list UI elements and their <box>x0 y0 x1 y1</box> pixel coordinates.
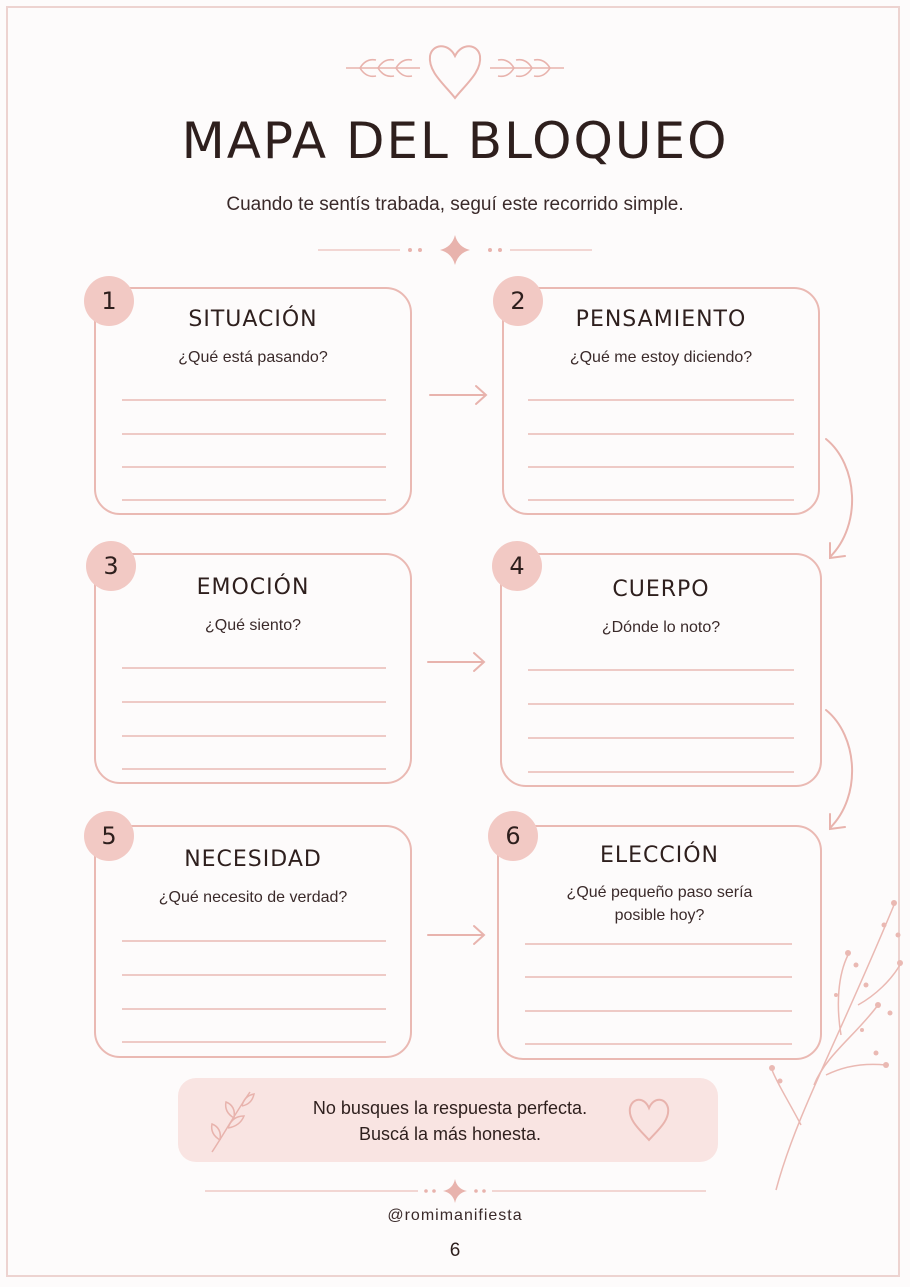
step-question: ¿Qué necesito de verdad? <box>158 889 348 906</box>
step-question: ¿Qué siento? <box>204 617 302 634</box>
page-title: MAPA DEL BLOQUEO <box>181 112 729 170</box>
arrow-right-icon <box>426 380 496 410</box>
arrow-right-icon <box>424 647 494 677</box>
writing-line[interactable] <box>122 940 386 942</box>
heart-icon <box>626 1094 672 1144</box>
writing-line[interactable] <box>122 735 386 737</box>
laurel-branch-icon <box>346 60 564 77</box>
writing-line[interactable] <box>122 1008 386 1010</box>
step-card-situacion <box>94 287 412 515</box>
writing-line[interactable] <box>122 499 386 501</box>
step-title: CUERPO <box>612 577 710 602</box>
step-question-line2: posible hoy? <box>614 907 705 924</box>
step-card-necesidad <box>94 825 412 1058</box>
step-question-line1: ¿Qué pequeño paso sería <box>566 884 753 901</box>
step-title: PENSAMIENTO <box>575 307 747 332</box>
step-number-badge: 1 <box>84 276 134 326</box>
step-card-emocion <box>94 553 412 784</box>
step-number-badge: 3 <box>86 541 136 591</box>
writing-line[interactable] <box>122 768 386 770</box>
writing-line[interactable] <box>122 399 386 401</box>
curved-arrow-down-icon <box>818 435 868 565</box>
heart-ornament-icon <box>0 0 910 110</box>
step-card-cuerpo <box>500 553 822 787</box>
writing-line[interactable] <box>525 976 792 978</box>
social-handle: @romimanifiesta <box>387 1207 523 1224</box>
step-question: ¿Qué me estoy diciendo? <box>569 349 753 366</box>
step-number-badge: 5 <box>84 811 134 861</box>
writing-line[interactable] <box>528 433 794 435</box>
writing-line[interactable] <box>122 466 386 468</box>
step-question: ¿Dónde lo noto? <box>601 619 721 636</box>
floral-branch-icon <box>766 885 906 1195</box>
writing-line[interactable] <box>528 771 794 773</box>
page-number: 6 <box>449 1240 461 1261</box>
leaf-sprig-icon <box>206 1086 256 1156</box>
quote-line-1: No busques la respuesta perfecta. <box>312 1098 588 1118</box>
writing-line[interactable] <box>528 669 794 671</box>
curved-arrow-down-icon <box>818 706 868 836</box>
writing-line[interactable] <box>525 943 792 945</box>
step-title: SITUACIÓN <box>188 307 318 332</box>
writing-line[interactable] <box>528 703 794 705</box>
writing-line[interactable] <box>525 1043 792 1045</box>
writing-line[interactable] <box>122 974 386 976</box>
quote-text <box>280 1095 620 1147</box>
writing-line[interactable] <box>525 1010 792 1012</box>
writing-line[interactable] <box>528 499 794 501</box>
step-title: ELECCIÓN <box>599 843 720 868</box>
writing-line[interactable] <box>528 737 794 739</box>
writing-line[interactable] <box>528 466 794 468</box>
writing-line[interactable] <box>122 667 386 669</box>
quote-line-2: Buscá la más honesta. <box>358 1124 542 1144</box>
sparkle-divider-icon <box>0 1176 910 1206</box>
page-subtitle: Cuando te sentís trabada, seguí este recorrido simple. <box>226 194 684 215</box>
writing-line[interactable] <box>122 701 386 703</box>
step-number-badge: 2 <box>493 276 543 326</box>
step-card-pensamiento <box>502 287 820 515</box>
sparkle-divider-icon <box>0 230 910 270</box>
step-question: ¿Qué está pasando? <box>178 349 328 366</box>
step-number-badge: 4 <box>492 541 542 591</box>
step-number-badge: 6 <box>488 811 538 861</box>
arrow-right-icon <box>424 920 494 950</box>
step-title: NECESIDAD <box>184 847 322 872</box>
writing-line[interactable] <box>528 399 794 401</box>
writing-line[interactable] <box>122 1041 386 1043</box>
step-title: EMOCIÓN <box>196 575 310 600</box>
writing-line[interactable] <box>122 433 386 435</box>
